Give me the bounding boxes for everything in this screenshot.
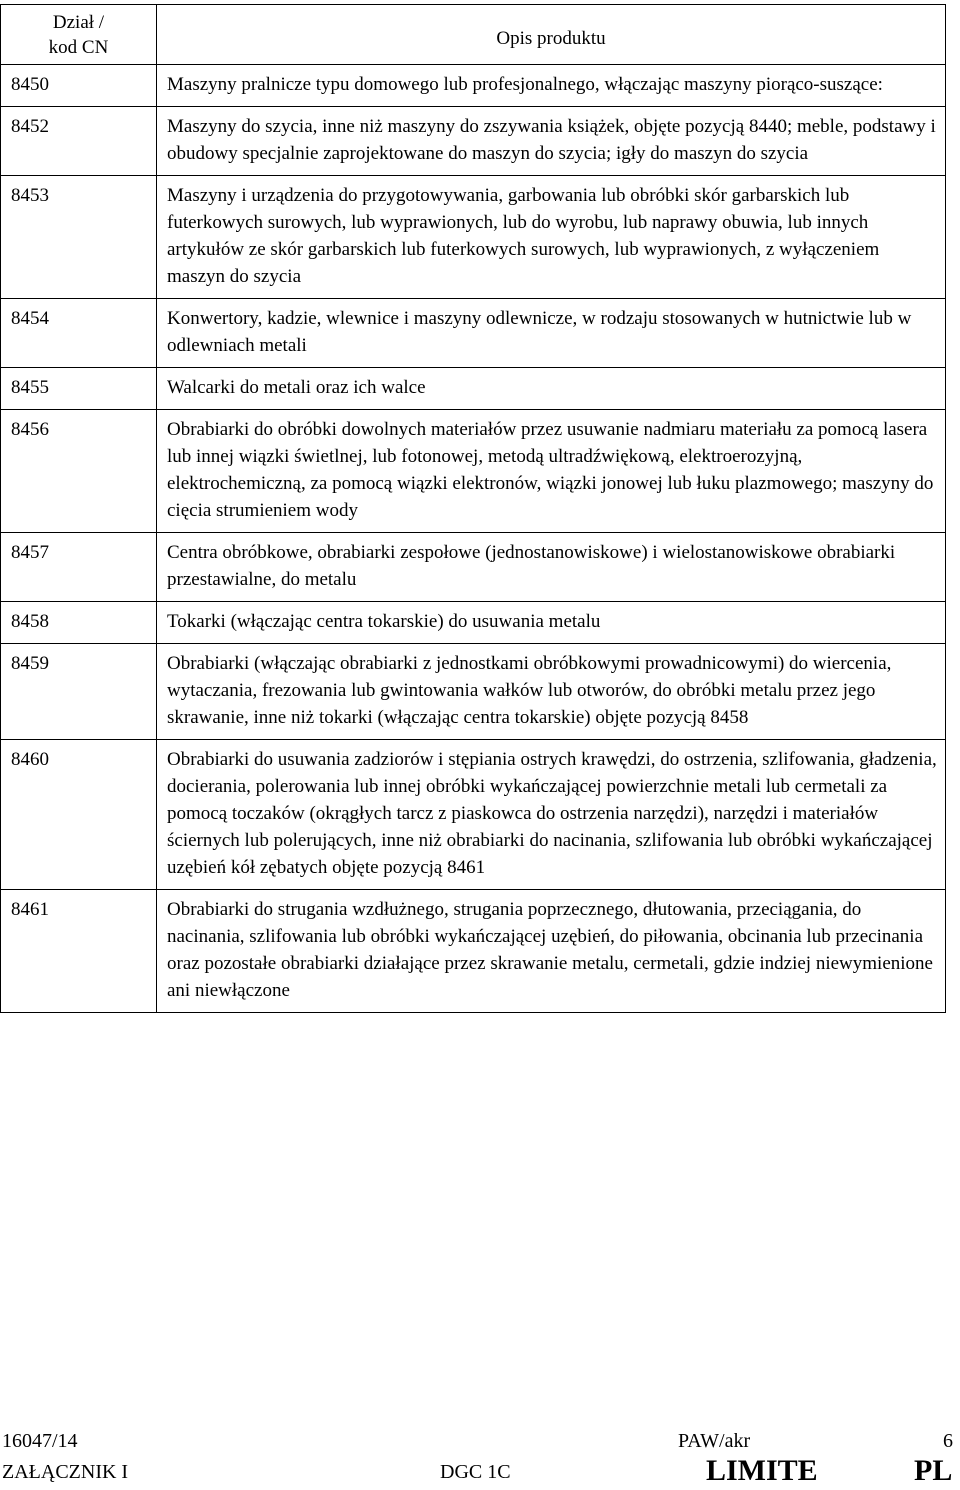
table-row [1,299,946,368]
row-code: 8461 [1,890,157,1013]
row-description: Maszyny do szycia, inne niż maszyny do zszywania książek, objęte pozycją 8440; meble, podstawy i obudowy specjalnie zaprojektowane do maszyn do szycia; igły do maszyn do szycia [157,107,946,176]
table-row [1,368,946,410]
table-row [1,533,946,602]
row-description: Maszyny pralnicze typu domowego lub profesjonalnego, włączając maszyny piorąco-suszące: [157,65,946,107]
row-code: 8457 [1,533,157,602]
footer-limite: LIMITE [706,1454,818,1487]
table-row [1,65,946,107]
table-row [1,890,946,1013]
footer-page-number: 6 [943,1430,953,1452]
row-code: 8455 [1,368,157,410]
row-description: Obrabiarki (włączając obrabiarki z jednostkami obróbkowymi prowadnicowymi) do wiercenia, wytaczania, frezowania lub gwintowania wałków lub otworów, do obróbki metalu przez jego skrawanie, inne niż tokarki (włączając centra tokarskie) objęte pozycją 8458 [157,644,946,740]
row-description: Maszyny i urządzenia do przygotowywania, garbowania lub obróbki skór garbarskich lub futerkowych surowych, lub wyprawionych, lub do wyrobu, lub naprawy obuwia, lub innych artykułów ze skór garbarskich lub futerkowych surowych, lub wyprawionych, z wyłączeniem maszyn do szycia [157,176,946,299]
header-description: Opis produktu [157,5,946,65]
row-description: Konwertory, kadzie, wlewnice i maszyny odlewnicze, w rodzaju stosowanych w hutnictwie lub w odlewniach metali [157,299,946,368]
header-code-line1: Dział / [52,12,105,33]
footer-dgc: DGC 1C [440,1461,511,1483]
header-code-line2: kod CN [48,37,109,58]
row-description: Centra obróbkowe, obrabiarki zespołowe (jednostanowiskowe) i wielostanowiskowe obrabiarki przestawialne, do metalu [157,533,946,602]
row-code: 8459 [1,644,157,740]
table-row [1,176,946,299]
row-description: Obrabiarki do obróbki dowolnych materiałów przez usuwanie nadmiaru materiału za pomocą lasera lub innej wiązki świetlnej, lub fotonowej, metodą ultradźwiękową, elektroerozyjną, elektrochemiczną, za pomocą wiązki elektronów, wiązki jonowej lub łuku plazmowego; maszyny do cięcia strumieniem wody [157,410,946,533]
table-row [1,602,946,644]
row-description: Obrabiarki do usuwania zadziorów i stępiania ostrych krawędzi, do ostrzenia, szlifowania, gładzenia, docierania, polerowania lub innej obróbki wykańczającej powierzchnie metali lub cermetali za pomocą toczaków (okrągłych tarcz z piaskowca do ostrzenia narzędzi), narzędzi i materiałów ściernych lub polerujących, inne niż obrabiarki do nacinania, szlifowania lub obróbki wykańczającej uzębień kół zębatych objęte pozycją 8461 [157,740,946,890]
row-description: Obrabiarki do strugania wzdłużnego, strugania poprzecznego, dłutowania, przeciągania, do nacinania, szlifowania lub obróbki wykańczającej uzębień, do piłowania, obcinania lub przecinania oraz pozostałe obrabiarki działające przez skrawanie metalu, cermetali, gdzie indziej niewymienione ani niewłączone [157,890,946,1013]
row-description: Walcarki do metali oraz ich walce [157,368,946,410]
footer-lang: PL [914,1454,953,1487]
row-code: 8454 [1,299,157,368]
row-description: Tokarki (włączając centra tokarskie) do usuwania metalu [157,602,946,644]
row-code: 8450 [1,65,157,107]
table-row [1,410,946,533]
header-code [1,5,157,65]
table-row [1,107,946,176]
table-row [1,644,946,740]
table-body [1,65,946,1013]
table-header-row [1,5,946,65]
row-code: 8458 [1,602,157,644]
footer-doc-number: 16047/14 [2,1430,78,1452]
table-row [1,740,946,890]
row-code: 8456 [1,410,157,533]
row-code: 8460 [1,740,157,890]
row-code: 8453 [1,176,157,299]
footer-author: PAW/akr [678,1430,751,1452]
cn-code-table [0,4,946,1013]
row-code: 8452 [1,107,157,176]
footer-annex: ZAŁĄCZNIK I [2,1461,129,1483]
